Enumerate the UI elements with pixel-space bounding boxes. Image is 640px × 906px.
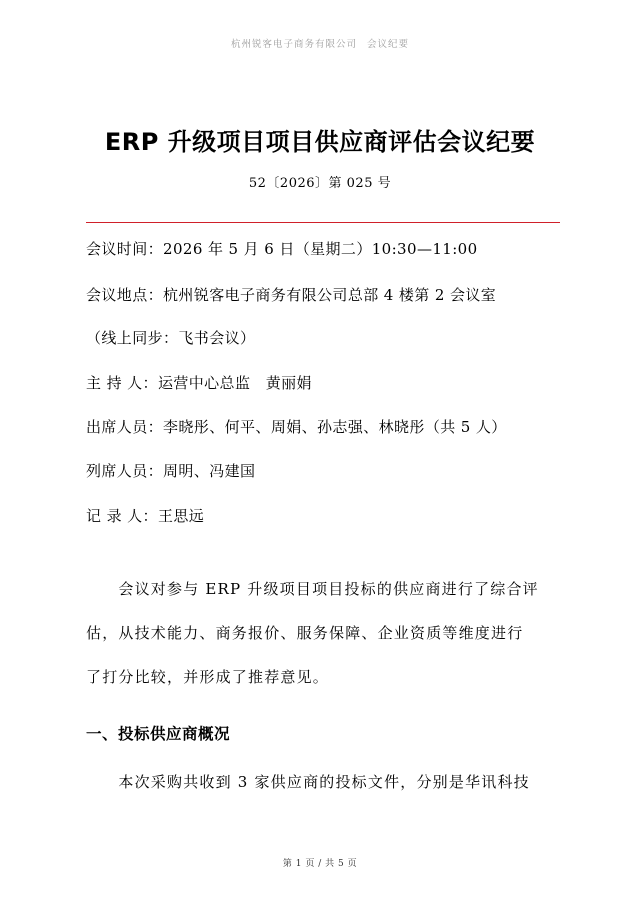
intro-paragraph-line: 估，从技术能力、商务报价、服务保障、企业资质等维度进行	[86, 624, 524, 642]
header-company: 杭州锐客电子商务有限公司	[230, 39, 357, 50]
document-number: 52〔2026〕第 025 号	[248, 176, 392, 191]
red-divider	[86, 222, 560, 223]
host-label: 主 持 人：	[86, 374, 158, 392]
section-heading: 一、投标供应商概况	[86, 725, 231, 743]
host-line	[86, 372, 566, 393]
observers-value: 周明、冯建国	[163, 462, 256, 480]
observers-line	[86, 460, 566, 481]
attendees-value: 李晓彤、何平、周娟、孙志强、林晓彤（共 5 人）	[163, 418, 507, 436]
running-header	[0, 36, 640, 56]
meeting-location-value: 杭州锐客电子商务有限公司总部 4 楼第 2 会议室	[163, 286, 497, 304]
attendees-label: 出席人员：	[86, 418, 164, 436]
meeting-time-value: 2026 年 5 月 6 日（星期二）10:30—11:00	[163, 240, 478, 258]
intro-paragraph-line: 会议对参与 ERP 升级项目项目投标的供应商进行了综合评	[86, 580, 539, 598]
recorder-line	[86, 505, 566, 526]
observers-label: 列席人员：	[86, 462, 164, 480]
attendees-line	[86, 416, 566, 437]
intro-paragraph-line: 了打分比较，并形成了推荐意见。	[86, 668, 330, 686]
page-footer: 第 1 页 / 共 5 页	[282, 859, 358, 869]
recorder-value: 王思远	[157, 507, 205, 525]
meeting-location-line	[86, 284, 566, 305]
meeting-location-cont: （线上同步：飞书会议）	[86, 329, 256, 347]
meeting-time-label: 会议时间：	[86, 240, 164, 258]
host-value: 运营中心总监 黄丽娟	[157, 374, 312, 392]
section-paragraph-line: 本次采购共收到 3 家供应商的投标文件，分别是华讯科技	[86, 773, 530, 791]
recorder-label: 记 录 人：	[86, 507, 158, 525]
document-title: ERP 升级项目项目供应商评估会议纪要	[104, 128, 536, 156]
meeting-location-label: 会议地点：	[86, 286, 164, 304]
header-doc-type: 会议纪要	[367, 39, 410, 50]
meeting-time-line	[86, 238, 566, 259]
meeting-location-cont-line	[86, 327, 566, 348]
